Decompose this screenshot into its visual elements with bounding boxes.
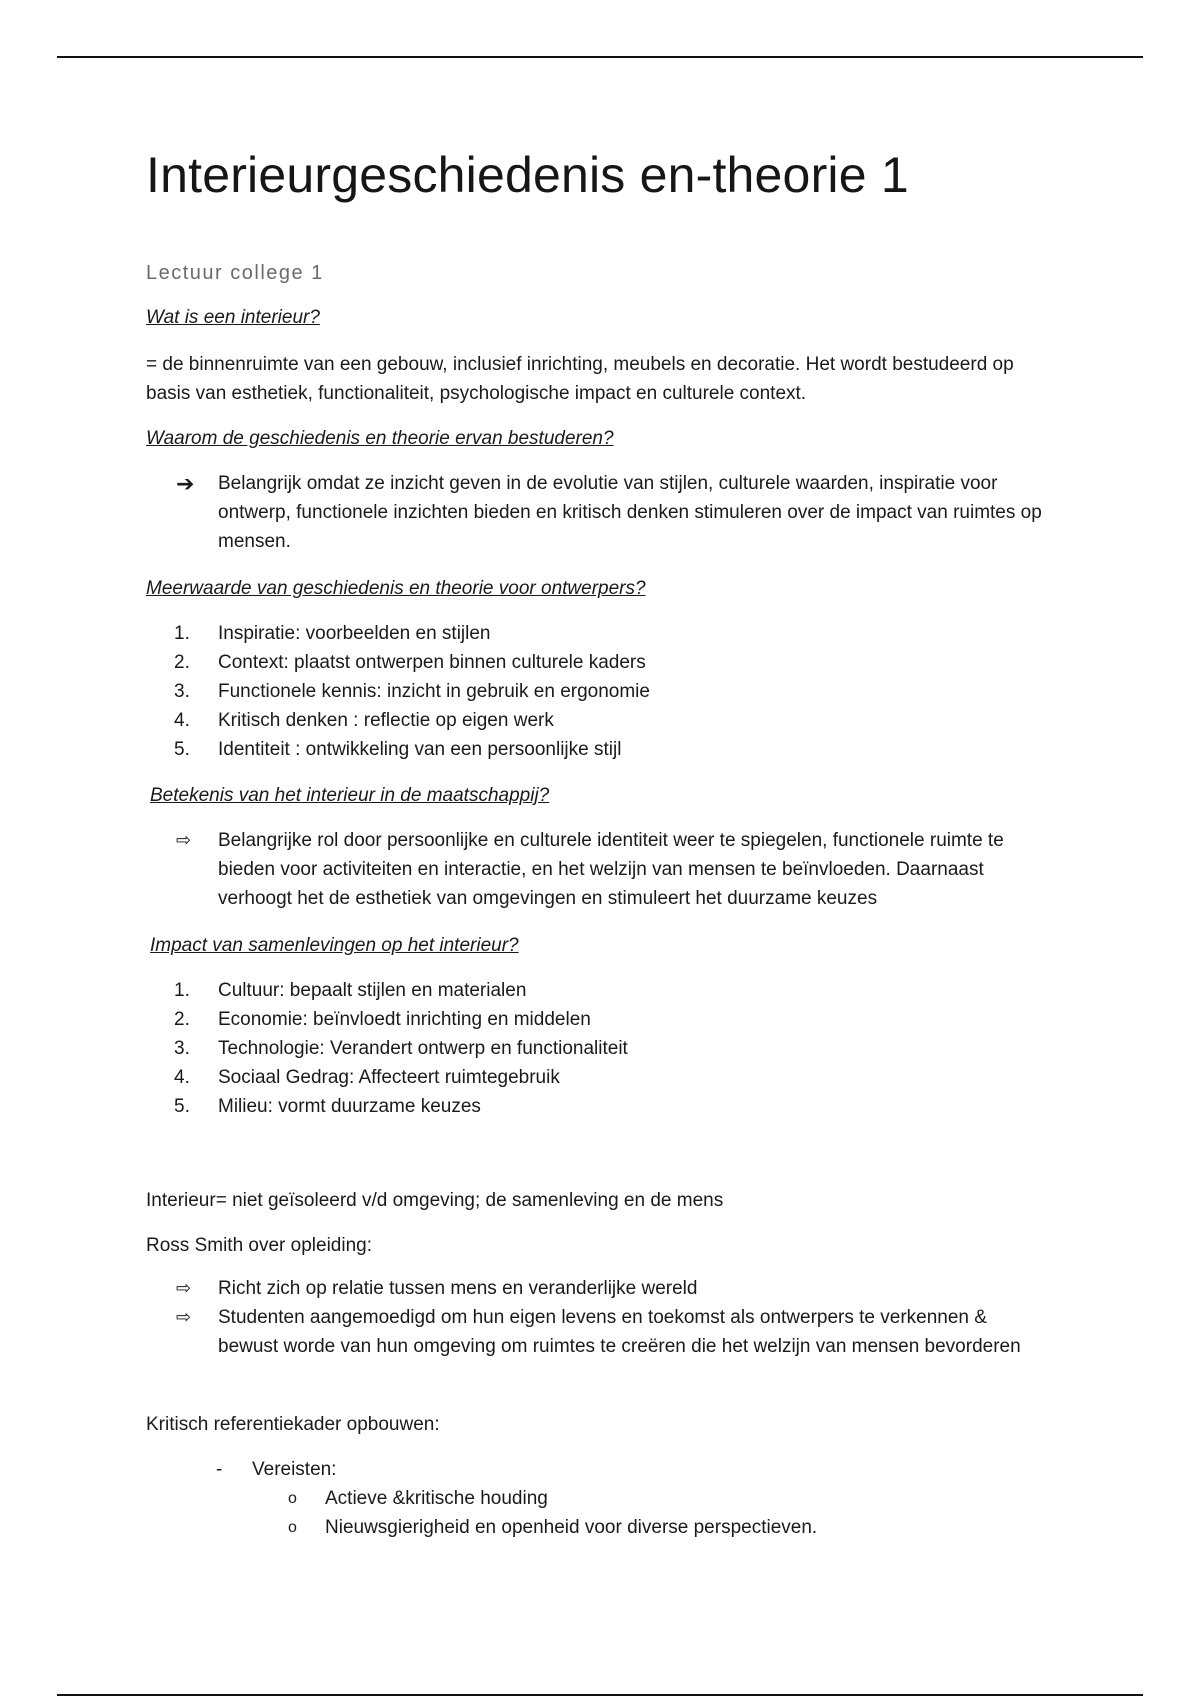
arrow-item-text: Belangrijk omdat ze inzicht geven in de evolutie van stijlen, culturele waarden, inspiratie voor ontwerp, functionele inzichten bieden en kritisch denken stimuleren over de impact van ruimtes op mensen. [218, 473, 1042, 552]
sub-item-text: Nieuwsgierigheid en openheid voor diverse perspectieven. [325, 1517, 818, 1538]
arrow-right-icon: ➔ [176, 471, 195, 496]
bottom-rule [57, 1694, 1143, 1696]
paragraph-interieur: Interieur= niet geïsoleerd v/d omgeving; de samenleving en de mens [146, 1190, 724, 1211]
circle-bullet-icon: o [288, 1519, 297, 1536]
paragraph-ross-smith: Ross Smith over opleiding: [146, 1235, 372, 1256]
list-item-text: Kritisch denken : reflectie op eigen werk [218, 710, 554, 731]
page-subtitle: Lectuur college 1 [146, 262, 324, 284]
list-item-text: Milieu: vormt duurzame keuzes [218, 1096, 481, 1117]
arrow-item-text: Studenten aangemoedigd om hun eigen levens en toekomst als ontwerpers te verkennen & bewust worde van hun omgeving om ruimtes te creëren die het welzijn van mensen bevorderen [218, 1307, 1021, 1357]
list-number: 2. [174, 1009, 190, 1030]
top-rule [57, 56, 1143, 58]
list-number: 4. [174, 710, 190, 731]
list-number: 1. [174, 980, 190, 1001]
list-item-text: Cultuur: bepaalt stijlen en materialen [218, 980, 527, 1001]
list-number: 5. [174, 739, 190, 760]
outline-arrow-icon: ⇨ [176, 1307, 192, 1327]
list-item-text: Technologie: Verandert ontwerp en functionaliteit [218, 1038, 628, 1059]
list-item-text: Inspiratie: voorbeelden en stijlen [218, 623, 491, 644]
arrow-item-text: Richt zich op relatie tussen mens en veranderlijke wereld [218, 1278, 698, 1299]
list-item-text: Functionele kennis: inzicht in gebruik en ergonomie [218, 681, 650, 702]
outline-arrow-icon: ⇨ [176, 1278, 192, 1298]
question-heading-4: Betekenis van het interieur in de maatschappij? [150, 785, 550, 806]
dash-item-text: Vereisten: [252, 1459, 337, 1480]
question-heading-1: Wat is een interieur? [146, 307, 320, 328]
list-item-text: Economie: beïnvloedt inrichting en middelen [218, 1009, 591, 1030]
list-number: 5. [174, 1096, 190, 1117]
question-heading-5: Impact van samenlevingen op het interieur? [150, 935, 519, 956]
arrow-item-text: Belangrijke rol door persoonlijke en culturele identiteit weer te spiegelen, functionele ruimte te bieden voor activiteiten en interactie, en het welzijn van mensen te beïnvloeden. Daarnaast verhoogt het de esthetiek van omgevingen en stimuleert het duurzame keuzes [218, 830, 1004, 909]
paragraph-referentiekader: Kritisch referentiekader opbouwen: [146, 1414, 440, 1435]
dash-bullet: - [216, 1459, 223, 1480]
question-heading-3: Meerwaarde van geschiedenis en theorie voor ontwerpers? [146, 578, 646, 599]
list-number: 1. [174, 623, 190, 644]
list-item-text: Sociaal Gedrag: Affecteert ruimtegebruik [218, 1067, 560, 1088]
list-item-text: Context: plaatst ontwerpen binnen culturele kaders [218, 652, 646, 673]
sub-item-text: Actieve &kritische houding [325, 1488, 548, 1509]
page-title: Interieurgeschiedenis en-theorie 1 [146, 147, 909, 203]
circle-bullet-icon: o [288, 1490, 297, 1507]
list-number: 3. [174, 681, 190, 702]
list-number: 4. [174, 1067, 190, 1088]
list-number: 2. [174, 652, 190, 673]
paragraph-definition: = de binnenruimte van een gebouw, inclusief inrichting, meubels en decoratie. Het wordt bestudeerd op basis van esthetiek, functionaliteit, psychologische impact en culturele context. [146, 354, 1014, 404]
outline-arrow-icon: ⇨ [176, 830, 192, 850]
list-item-text: Identiteit : ontwikkeling van een persoonlijke stijl [218, 739, 622, 760]
question-heading-2: Waarom de geschiedenis en theorie ervan bestuderen? [146, 428, 614, 449]
list-number: 3. [174, 1038, 190, 1059]
